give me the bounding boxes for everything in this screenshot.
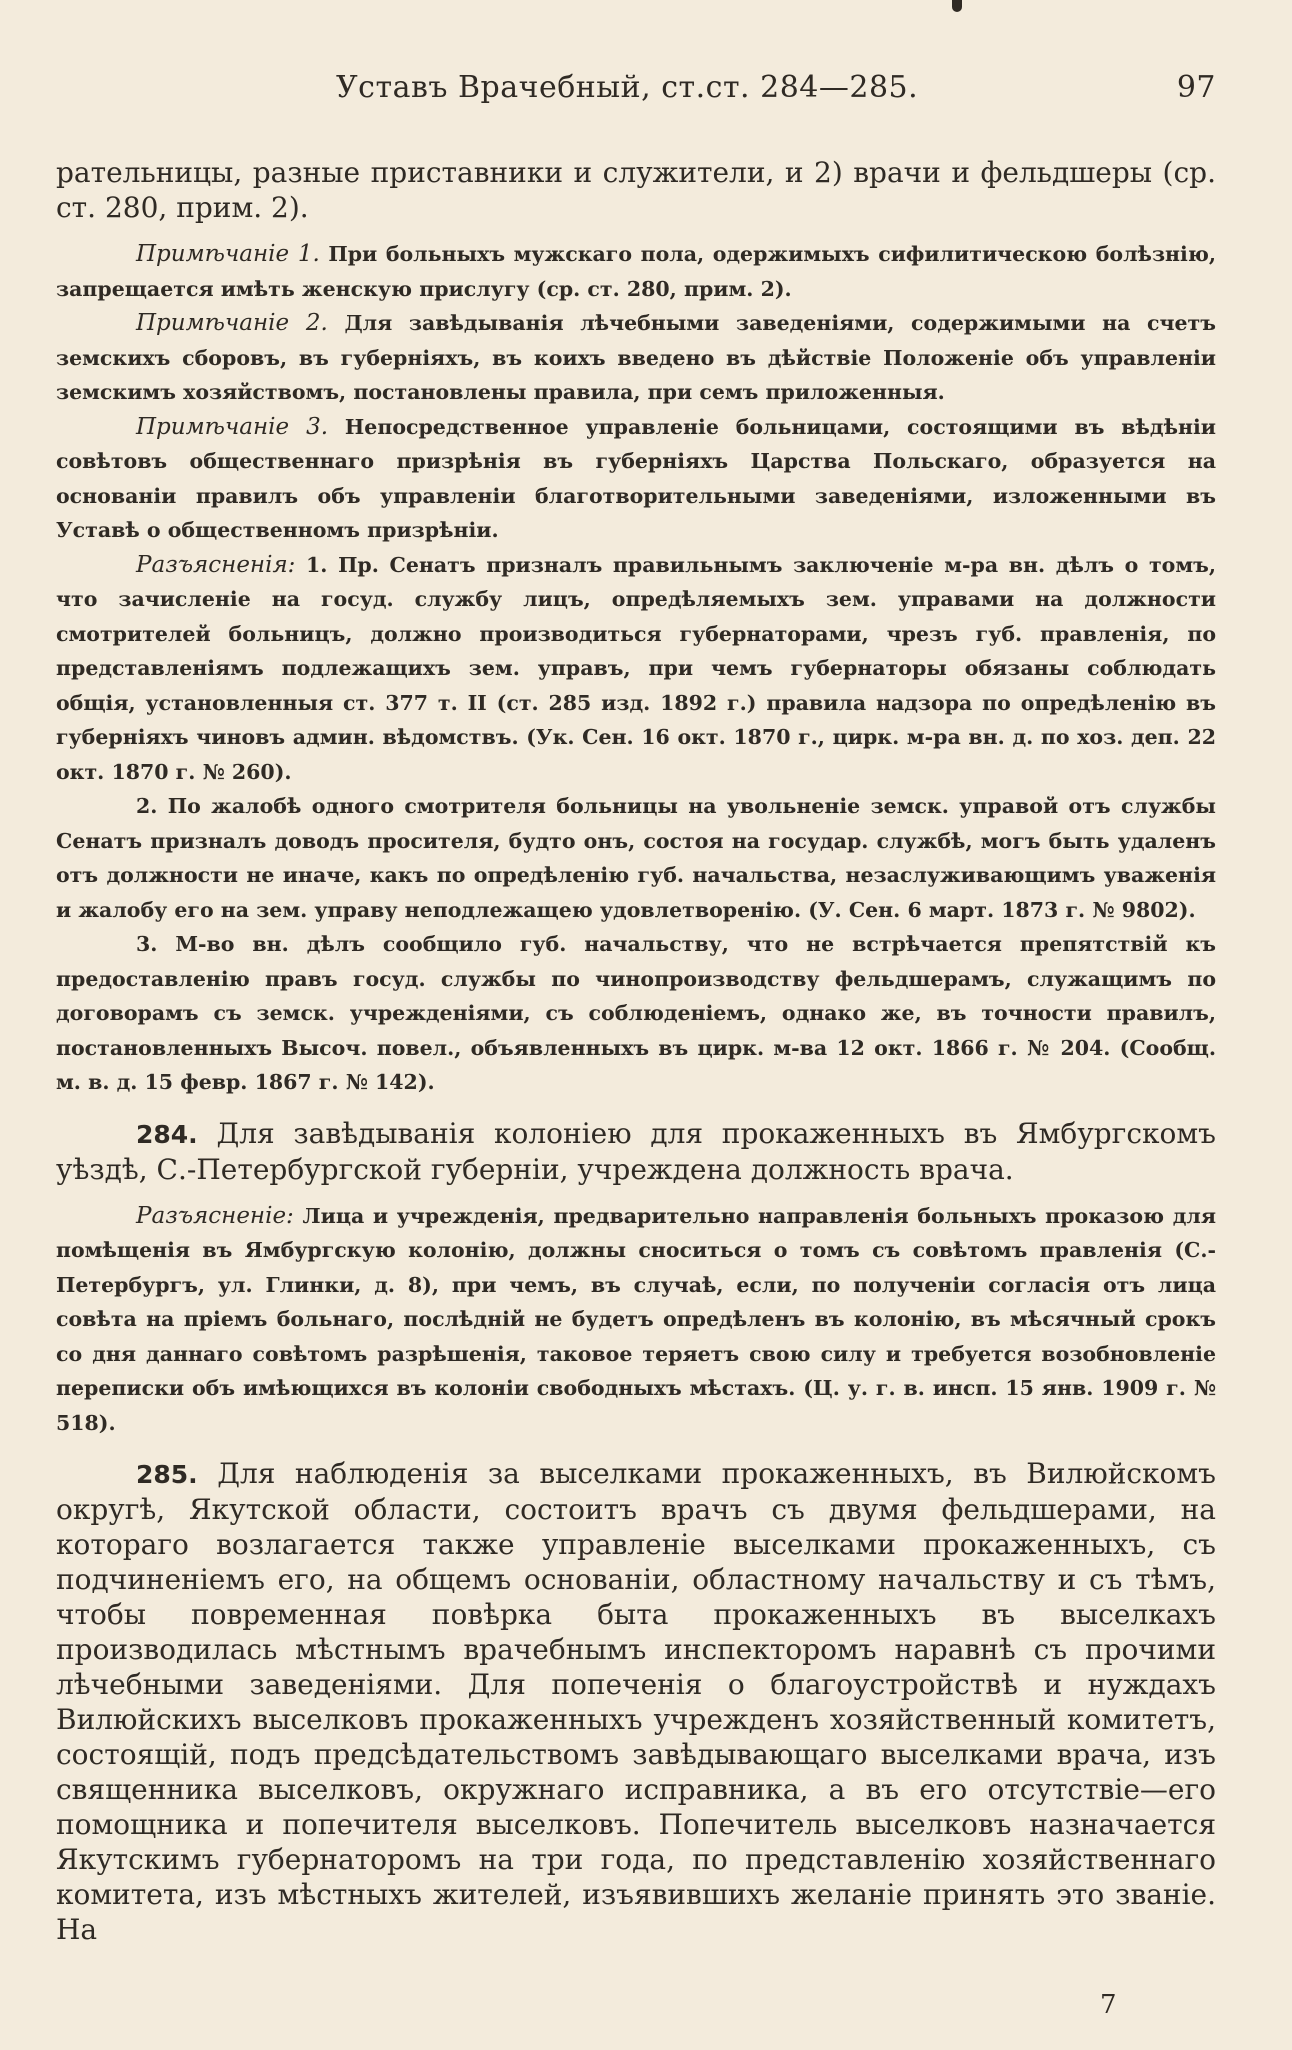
explanation-3: 3. М-во вн. дѣлъ сообщило губ. начальству, что не встрѣчается препятствій къ предоставленію правъ госуд. службы по чинопроизводству фельдшерамъ, служащимъ по договорамъ съ земск. учрежденіями, съ соблюденіемъ, однако же, въ точности правилъ, постановленныхъ Высоч. повел., объявленныхъ въ цирк. м-ва 12 окт. 1866 г. № 204. (Сообщ. м. в. д. 15 февр. 1867 г. № 142). bbox=[56, 932, 1216, 1094]
note-label: Примѣчаніе 2. bbox=[136, 310, 328, 336]
continuation-text: рательницы, разные приставники и служители, и 2) врачи и фельдшеры (ср. ст. 280, прим. 2). bbox=[56, 156, 1216, 224]
note-1 bbox=[56, 237, 1216, 306]
page-number: 97 bbox=[1176, 70, 1216, 105]
note-text: Непосредственное управленіе больницами, состоящими въ вѣдѣніи совѣтовъ общественнаго призрѣнія въ губерніяхъ Царства Польскаго, образуется на основаніи правилъ объ управленіи благотворительными заведеніями, изложенными въ Уставѣ о общественномъ призрѣніи. bbox=[56, 414, 1216, 542]
explanation-1 bbox=[56, 548, 1216, 790]
note-3 bbox=[56, 410, 1216, 548]
article-284 bbox=[56, 1116, 1216, 1187]
note-text: Для завѣдыванія лѣчебными заведеніями, содержимыми на счетъ земскихъ сборовъ, въ губерніяхъ, въ коихъ введено въ дѣйствіе Положеніе объ управленіи земскимъ хозяйствомъ, постановлены правила, при семъ приложенныя. bbox=[56, 311, 1216, 404]
explanation-text: 1. Пр. Сенатъ призналъ правильнымъ заключеніе м-ра вн. дѣлъ о томъ, что зачисленіе на госуд. службу лицъ, опредѣляемыхъ зем. управами на должности смотрителей больницъ, должно производиться губернаторами, чрезъ губ. правленія, по представленіямъ подлежащихъ зем. управъ, при чемъ губернаторы обязаны соблюдать общія, установленныя ст. 377 т. II (ст. 285 изд. 1892 г.) правила надзора по опредѣленію въ губерніяхъ чиновъ админ. вѣдомствъ. (Ук. Сен. 16 окт. 1870 г., цирк. м-ра вн. д. по хоз. деп. 22 окт. 1870 г. № 260). bbox=[56, 552, 1216, 784]
ink-mark bbox=[952, 0, 962, 12]
note-2 bbox=[56, 306, 1216, 410]
explanation-2: 2. По жалобѣ одного смотрителя больницы на увольненіе земск. управой отъ службы Сенатъ призналъ доводъ просителя, будто онъ, состоя на государ. службѣ, могъ быть удаленъ отъ должности не иначе, какъ по опредѣленію губ. начальства, незаслуживающимъ уваженія и жалобу его на зем. управу неподлежащею удовлетворенію. (У. Сен. 6 март. 1873 г. № 9802). bbox=[56, 794, 1216, 922]
note-label: Примѣчаніе 1. bbox=[136, 241, 320, 267]
article-text: Для завѣдыванія колоніею для прокаженныхъ въ Ямбургскомъ уѣздѣ, С.-Петербургской губерніи, учреждена должность врача. bbox=[56, 1116, 1216, 1186]
note-text: При больныхъ мужскаго пола, одержимыхъ сифилитическою болѣзнію, запрещается имѣть женскую прислугу (ср. ст. 280, прим. 2). bbox=[56, 242, 1216, 301]
article-284-explanation bbox=[56, 1199, 1216, 1441]
article-285 bbox=[56, 1456, 1216, 1947]
article-text: Для наблюденія за выселками прокаженныхъ, въ Вилюйскомъ округѣ, Якутской области, состоитъ врачъ съ двумя фельдшерами, на котораго возлагается также управленіе выселками прокаженныхъ, съ подчиненіемъ его, на общемъ основаніи, областному начальству и съ тѣмъ, чтобы повременная повѣрка быта прокаженныхъ въ выселкахъ производилась мѣстнымъ врачебнымъ инспекторомъ наравнѣ съ прочими лѣчебными заведеніями. Для попеченія о благоустройствѣ и нуждахъ Вилюйскихъ выселковъ прокаженныхъ учрежденъ хозяйственный комитетъ, состоящій, подъ предсѣдательствомъ завѣдывающаго выселками врача, изъ священника выселковъ, окружнаго исправника, а въ его отсутствіе—его помощника и попечителя выселковъ. Попечитель выселковъ назначается Якутскимъ губернаторомъ на три года, по представленію хозяйственнаго комитета, изъ мѣстныхъ жителей, изъявившихъ желаніе принять это званіе. На bbox=[56, 1457, 1216, 1946]
explanation-label: Разъясненіе: bbox=[136, 1202, 294, 1229]
explanations-label: Разъясненія: bbox=[136, 551, 296, 578]
header-title: Уставъ Врачебный, ст.ст. 284—285. bbox=[336, 70, 919, 105]
running-header bbox=[56, 70, 1216, 110]
article-number: 284. bbox=[136, 1119, 198, 1149]
explanation-text: Лица и учрежденія, предварительно направленія больныхъ проказою для помѣщенія въ Ямбургскую колонію, должны сноситься о томъ съ совѣтомъ правленія (С.-Петербургъ, ул. Глинки, д. 8), при чемъ, въ случаѣ, если, по полученіи согласія отъ лица совѣта на пріемъ больнаго, послѣдній не будетъ опредѣленъ въ колонію, въ мѣсячный срокъ со дня даннаго совѣтомъ разрѣшенія, таковое теряетъ свою силу и требуется возобновленіе переписки объ имѣющихся въ колоніи свободныхъ мѣстахъ. (Ц. у. г. в. инсп. 15 янв. 1909 г. № 518). bbox=[56, 1203, 1216, 1435]
page-body bbox=[56, 155, 1216, 1947]
article-number: 285. bbox=[136, 1460, 198, 1489]
note-label: Примѣчаніе 3. bbox=[136, 413, 329, 440]
signature-mark: 7 bbox=[1100, 1990, 1117, 2020]
